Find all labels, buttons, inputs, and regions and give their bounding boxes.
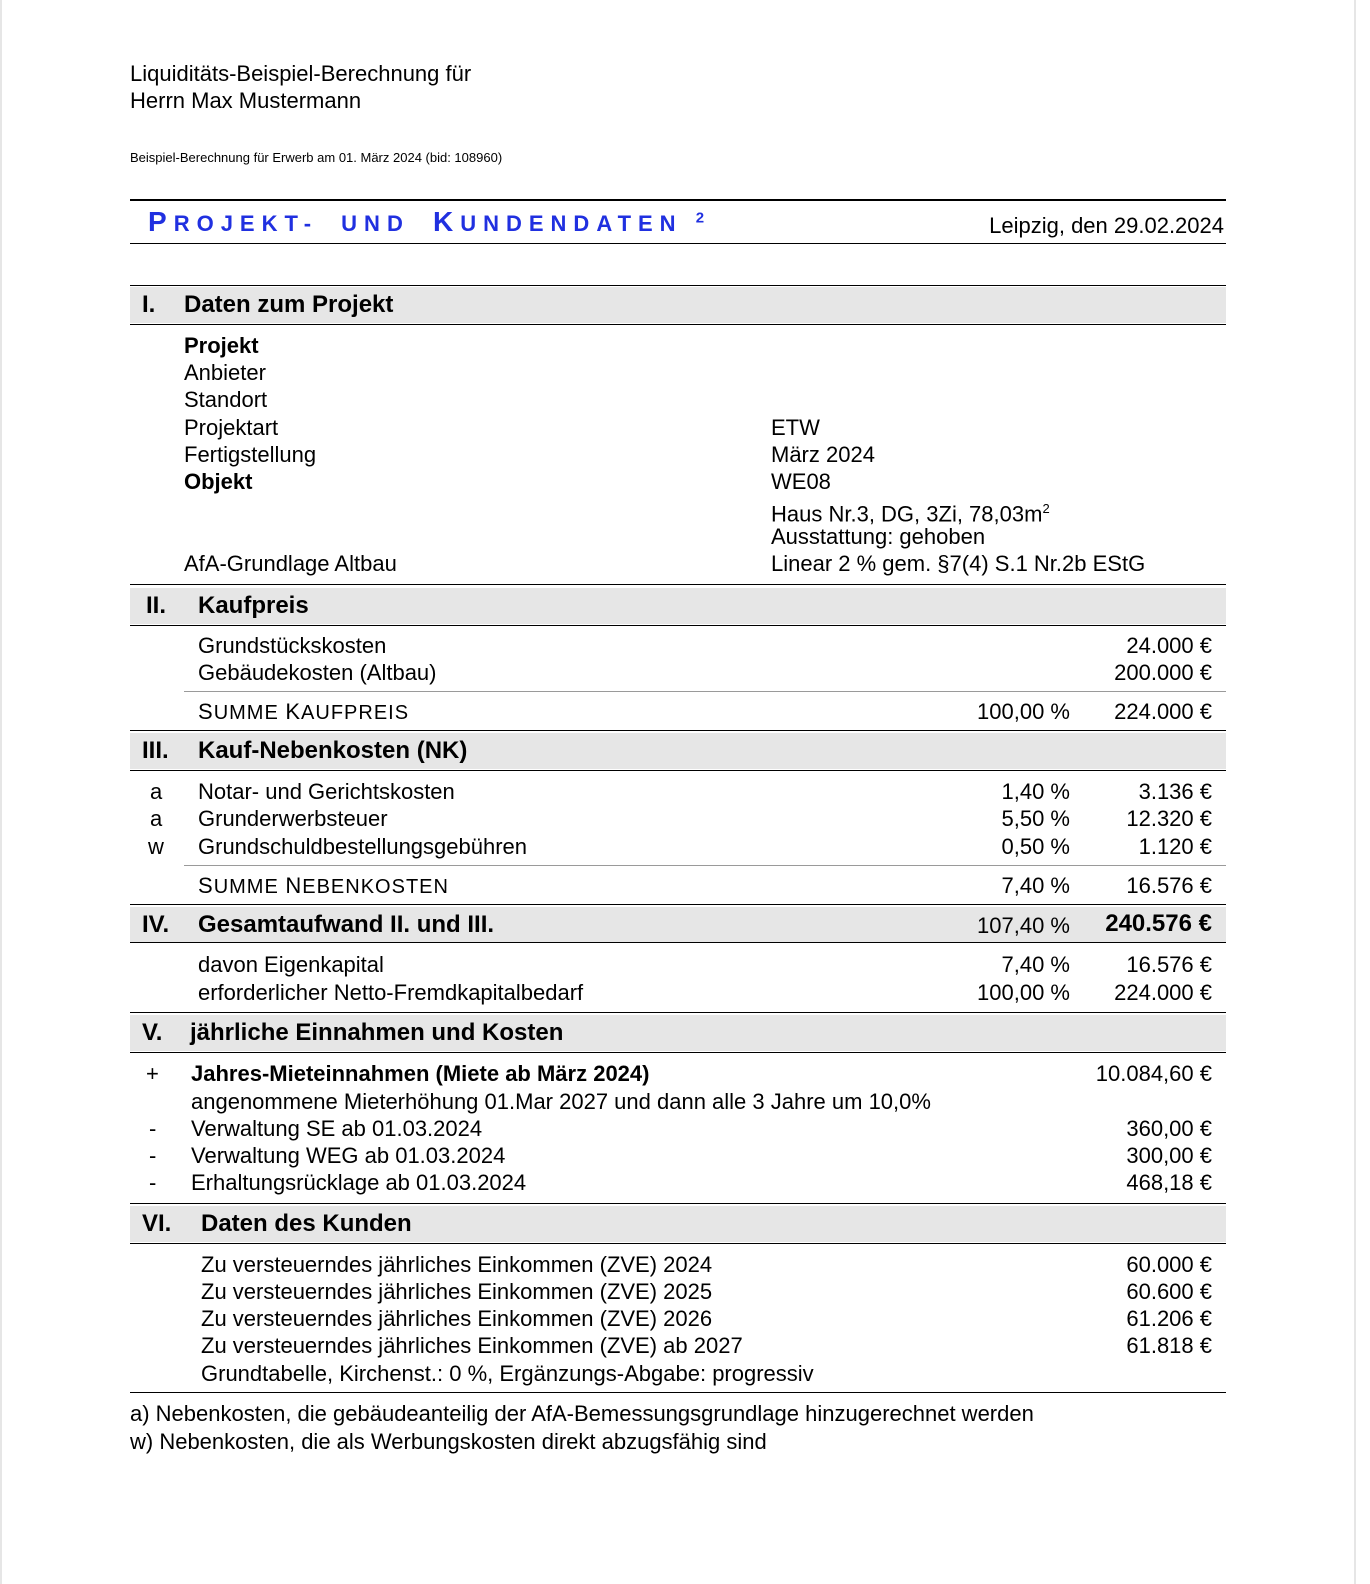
s1-value-objekt: WE08 bbox=[771, 469, 831, 494]
s5-mark-verwaltung-se: - bbox=[149, 1116, 157, 1141]
s3-sum-rest2: EBENKOSTEN bbox=[302, 876, 449, 898]
s1-number: I. bbox=[142, 291, 156, 318]
s4-pct-fremdkapital: 100,00 % bbox=[977, 980, 1070, 1005]
s6-title: Daten des Kunden bbox=[201, 1210, 412, 1237]
s5-mark-verwaltung-weg: - bbox=[149, 1143, 157, 1168]
s5-number: V. bbox=[142, 1019, 163, 1046]
s2-number: II. bbox=[146, 592, 167, 619]
s4-top-rule bbox=[130, 904, 1226, 905]
s5-label-verwaltung-weg: Verwaltung WEG ab 01.03.2024 bbox=[191, 1143, 506, 1168]
s2-label-gebaeude: Gebäudekosten (Altbau) bbox=[198, 660, 437, 685]
s6-label-zve-2027: Zu versteuerndes jährliches Einkommen (ZVE) ab 2027 bbox=[201, 1333, 743, 1358]
s4-label-eigenkapital: davon Eigenkapital bbox=[198, 952, 384, 977]
s6-header bbox=[130, 1206, 1226, 1242]
s6-label-grundtabelle: Grundtabelle, Kirchenst.: 0 %, Ergänzungs-Abgabe: progressiv bbox=[201, 1361, 814, 1386]
footnote-rule bbox=[130, 1392, 1226, 1393]
s5-header-rule bbox=[130, 1052, 1226, 1053]
s6-number: VI. bbox=[142, 1210, 172, 1237]
s3-mark-grunderwerb: a bbox=[150, 806, 163, 831]
footnote-a: a) Nebenkosten, die gebäudeanteilig der AfA-Bemessungsgrundlage hinzugerechnet werden bbox=[130, 1401, 1034, 1426]
s3-header bbox=[130, 733, 1226, 769]
s5-title: jährliche Einnahmen und Kosten bbox=[190, 1019, 564, 1046]
s4-amount-eigenkapital: 16.576 € bbox=[1126, 952, 1212, 977]
s3-sum-rest1: UMME bbox=[213, 876, 279, 898]
s1-header bbox=[130, 287, 1226, 323]
s2-sum-rest1: UMME bbox=[213, 702, 279, 724]
s3-sum-s: S bbox=[198, 873, 214, 898]
s4-pct-eigenkapital: 7,40 % bbox=[1001, 952, 1070, 977]
s5-mark-miete: + bbox=[146, 1061, 159, 1086]
s5-header bbox=[130, 1015, 1226, 1051]
s1-header-rule bbox=[130, 324, 1226, 325]
s6-header-rule bbox=[130, 1243, 1226, 1244]
title-bottom-rule bbox=[130, 243, 1226, 244]
s3-title: Kauf-Nebenkosten (NK) bbox=[198, 737, 468, 764]
s2-top-rule bbox=[130, 584, 1226, 585]
title-letter-k: K bbox=[432, 206, 461, 237]
s4-pct: 107,40 % bbox=[977, 913, 1070, 938]
s3-sum-amount: 16.576 € bbox=[1126, 873, 1212, 898]
s3-label-grunderwerb: Grunderwerbsteuer bbox=[198, 806, 388, 831]
s3-pct-grundschuld: 0,50 % bbox=[1001, 834, 1070, 859]
s4-amount: 240.576 € bbox=[1105, 910, 1212, 937]
s4-header-rule bbox=[130, 942, 1226, 943]
s6-label-zve-2026: Zu versteuerndes jährliches Einkommen (ZVE) 2026 bbox=[201, 1306, 713, 1331]
s1-label-standort: Standort bbox=[184, 387, 268, 412]
s1-top-rule bbox=[130, 285, 1226, 286]
s5-label-erhaltung: Erhaltungsrücklage ab 01.03.2024 bbox=[191, 1170, 527, 1195]
s3-sum-label bbox=[198, 873, 449, 899]
s2-sum-pct: 100,00 % bbox=[977, 699, 1070, 724]
s3-amount-notar: 3.136 € bbox=[1138, 779, 1212, 804]
header-line-2: Herrn Max Mustermann bbox=[130, 88, 362, 113]
title-und: UND bbox=[341, 211, 410, 236]
s4-amount-fremdkapital: 224.000 € bbox=[1114, 980, 1212, 1005]
s1-value-fertigstellung: März 2024 bbox=[771, 442, 875, 467]
s6-top-rule bbox=[130, 1203, 1226, 1204]
s5-amount-erhaltung: 468,18 € bbox=[1126, 1170, 1212, 1195]
s6-label-zve-2024: Zu versteuerndes jährliches Einkommen (ZVE) 2024 bbox=[201, 1252, 713, 1277]
s2-header-rule bbox=[130, 625, 1226, 626]
header-subline: Beispiel-Berechnung für Erwerb am 01. März 2024 (bid: 108960) bbox=[130, 150, 503, 165]
header-line-1: Liquiditäts-Beispiel-Berechnung für bbox=[130, 61, 472, 86]
footnote-w: w) Nebenkosten, die als Werbungskosten direkt abzugsfähig sind bbox=[130, 1429, 767, 1454]
s2-sum-s: S bbox=[198, 699, 214, 724]
s1-label-fertigstellung: Fertigstellung bbox=[184, 442, 317, 467]
s3-amount-grundschuld: 1.120 € bbox=[1138, 834, 1212, 859]
s3-top-rule bbox=[130, 730, 1226, 731]
s2-sum-amount: 224.000 € bbox=[1114, 699, 1212, 724]
s3-label-notar: Notar- und Gerichtskosten bbox=[198, 779, 455, 804]
s4-number: IV. bbox=[142, 911, 170, 938]
s3-sum-pct: 7,40 % bbox=[1001, 873, 1070, 898]
s6-amount-zve-2027: 61.818 € bbox=[1126, 1333, 1212, 1358]
s2-header bbox=[130, 588, 1226, 624]
s1-value-haus-text: Haus Nr.3, DG, 3Zi, 78,03m bbox=[771, 501, 1043, 527]
title-rest-1: ROJEKT- bbox=[173, 211, 319, 236]
s2-title: Kaufpreis bbox=[198, 592, 309, 619]
header-date: Leipzig, den 29.02.2024 bbox=[989, 213, 1224, 238]
title-rest-2: UNDENDATEN bbox=[460, 211, 683, 236]
s2-sum-k: K bbox=[285, 699, 302, 724]
s5-amount-miete: 10.084,60 € bbox=[1095, 1061, 1212, 1086]
s1-label-anbieter: Anbieter bbox=[184, 360, 266, 385]
s6-amount-zve-2026: 61.206 € bbox=[1126, 1306, 1212, 1331]
s3-sum-n: N bbox=[285, 873, 303, 898]
s5-amount-verwaltung-se: 360,00 € bbox=[1126, 1116, 1212, 1141]
s2-amount-grundstueck: 24.000 € bbox=[1126, 633, 1212, 658]
s3-number: III. bbox=[142, 737, 169, 764]
s4-label-fremdkapital: erforderlicher Netto-Fremdkapitalbedarf bbox=[198, 980, 584, 1005]
s5-label-verwaltung-se: Verwaltung SE ab 01.03.2024 bbox=[191, 1116, 483, 1141]
s2-sum-rule bbox=[184, 691, 1226, 692]
s5-label-mieterhoehung: angenommene Mieterhöhung 01.Mar 2027 und dann alle 3 Jahre um 10,0% bbox=[191, 1089, 931, 1114]
s1-label-objekt: Objekt bbox=[184, 469, 253, 494]
s2-amount-gebaeude: 200.000 € bbox=[1114, 660, 1212, 685]
section-title bbox=[148, 206, 711, 238]
s4-title: Gesamtaufwand II. und III. bbox=[198, 911, 495, 938]
s3-amount-grunderwerb: 12.320 € bbox=[1126, 806, 1212, 831]
title-letter-p: P bbox=[148, 206, 174, 237]
title-superscript: 2 bbox=[695, 209, 712, 227]
s1-haus-sup: 2 bbox=[1042, 501, 1050, 516]
s1-label-projekt: Projekt bbox=[184, 333, 259, 358]
s3-mark-grundschuld: w bbox=[148, 834, 164, 859]
s1-value-projektart: ETW bbox=[771, 415, 820, 440]
s3-pct-notar: 1,40 % bbox=[1001, 779, 1070, 804]
s2-sum-label bbox=[198, 699, 409, 725]
s3-sum-rule bbox=[184, 865, 1226, 866]
s3-mark-notar: a bbox=[150, 779, 163, 804]
s3-label-grundschuld: Grundschuldbestellungsgebühren bbox=[198, 834, 528, 859]
s3-header-rule bbox=[130, 770, 1226, 771]
s3-pct-grunderwerb: 5,50 % bbox=[1001, 806, 1070, 831]
s5-top-rule bbox=[130, 1012, 1226, 1013]
s5-mark-erhaltung: - bbox=[149, 1170, 157, 1195]
s1-value-ausstattung: Ausstattung: gehoben bbox=[771, 524, 986, 549]
title-top-rule bbox=[130, 199, 1226, 201]
s5-amount-verwaltung-weg: 300,00 € bbox=[1126, 1143, 1212, 1168]
s1-title: Daten zum Projekt bbox=[184, 291, 394, 318]
s1-label-projektart: Projektart bbox=[184, 415, 279, 440]
s6-amount-zve-2025: 60.600 € bbox=[1126, 1279, 1212, 1304]
s6-amount-zve-2024: 60.000 € bbox=[1126, 1252, 1212, 1277]
s6-label-zve-2025: Zu versteuerndes jährliches Einkommen (ZVE) 2025 bbox=[201, 1279, 713, 1304]
s2-sum-rest2: AUFPREIS bbox=[301, 702, 410, 724]
s1-value-afa: Linear 2 % gem. §7(4) S.1 Nr.2b EStG bbox=[771, 551, 1146, 576]
s5-label-miete: Jahres-Mieteinnahmen (Miete ab März 2024) bbox=[191, 1061, 650, 1086]
s1-label-afa: AfA-Grundlage Altbau bbox=[184, 551, 397, 576]
s2-label-grundstueck: Grundstückskosten bbox=[198, 633, 387, 658]
